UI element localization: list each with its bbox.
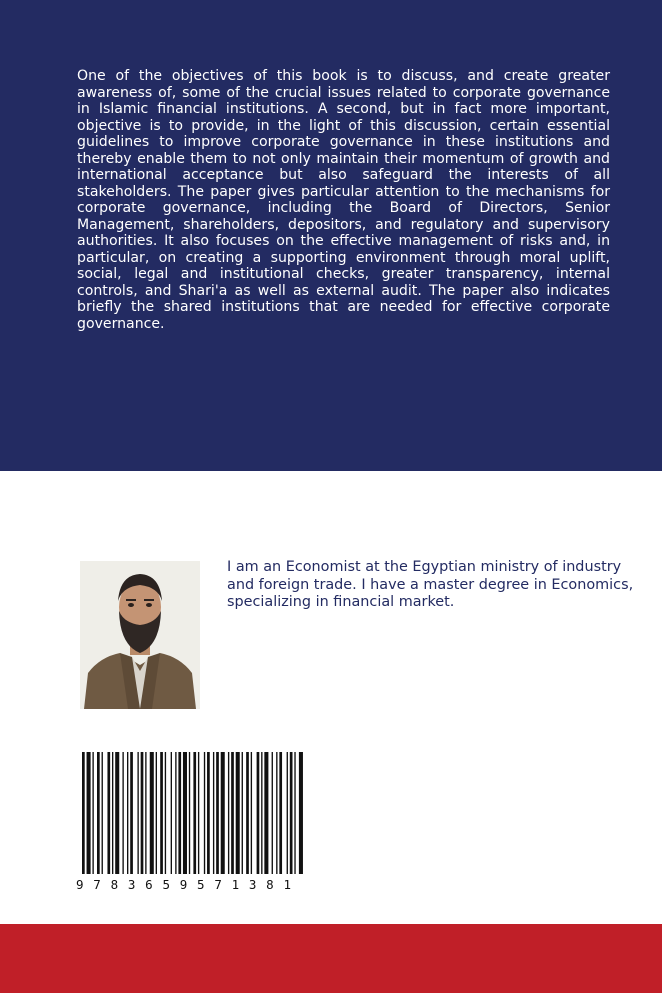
barcode-bar [97,752,100,874]
barcode-bar [261,752,262,874]
barcode-bar [156,752,157,874]
barcode-bar [145,752,146,874]
isbn-barcode [76,752,311,892]
book-blurb: One of the objectives of this book is to discuss, and create greater awareness of, some of the crucial issues related to corporate governance in Islamic financial institutions. A second, but in fact more important, objective is to provide, in the light of this discussion, certain essential guidelines to improve corporate governance in these institutions and thereby enable them to not only maintain their momentum of growth and international acceptance but also safeguard the interests of all stakeholders. The paper gives particular attention to the mechanisms for corporate governance, including the Board of Directors, Senior Management, shareholders, depositors, and regulatory and supervisory authorities. It also focuses on the effective management of risks and, in particular, on creating a supporting environment through moral uplift, social, legal and institutional checks, greater transparency, internal controls, and Shari'a as well as external audit. The paper also indicates briefly the shared institutions that are needed for effective corporate governance. [77,68,610,332]
barcode-bar [207,752,210,874]
barcode-bar [150,752,154,874]
barcode-bar [82,752,85,874]
barcode-bar [130,752,133,874]
barcode-bar [242,752,243,874]
barcode-bar [257,752,260,874]
barcode-bar [175,752,176,874]
barcode-bar [171,752,172,874]
barcode-bar [198,752,199,874]
barcode-bar [228,752,229,874]
barcode-bar [193,752,196,874]
barcode-bar [287,752,288,874]
barcode-bar [107,752,110,874]
barcode-bar [294,752,295,874]
barcode-bar [279,752,282,874]
barcode-digits: 9 7 8 3 6 5 9 5 7 1 3 8 1 [76,877,291,892]
barcode-bar [92,752,93,874]
barcode-bar [165,752,166,874]
barcode-bar [178,752,181,874]
author-portrait-illustration [80,561,200,709]
author-bio: I am an Economist at the Egyptian ministry of industry and foreign trade. I have a master degree in Economics, specializing in financial market. [227,559,634,610]
barcode-bar [189,752,190,874]
barcode-bar [127,752,128,874]
barcode-bar [231,752,234,874]
barcode-bar [276,752,277,874]
barcode-bar [236,752,240,874]
barcode-bar [221,752,225,874]
author-photo [80,561,200,709]
barcode-bar [213,752,214,874]
barcode-bars [82,752,303,874]
barcode-bar [141,752,144,874]
barcode-bar [160,752,163,874]
barcode-bar [112,752,113,874]
barcode-bar [183,752,187,874]
barcode-bar [102,752,103,874]
barcode-bar [204,752,205,874]
bottom-color-band [0,924,662,993]
barcode-bar [264,752,268,874]
barcode-bar [272,752,273,874]
barcode-bar [299,752,303,874]
barcode-bar [290,752,293,874]
barcode-bar [246,752,249,874]
barcode-bar [115,752,119,874]
barcode-bar [87,752,91,874]
barcode-bar [251,752,252,874]
barcode-bar [122,752,123,874]
barcode-bar [216,752,219,874]
barcode-bar [137,752,138,874]
